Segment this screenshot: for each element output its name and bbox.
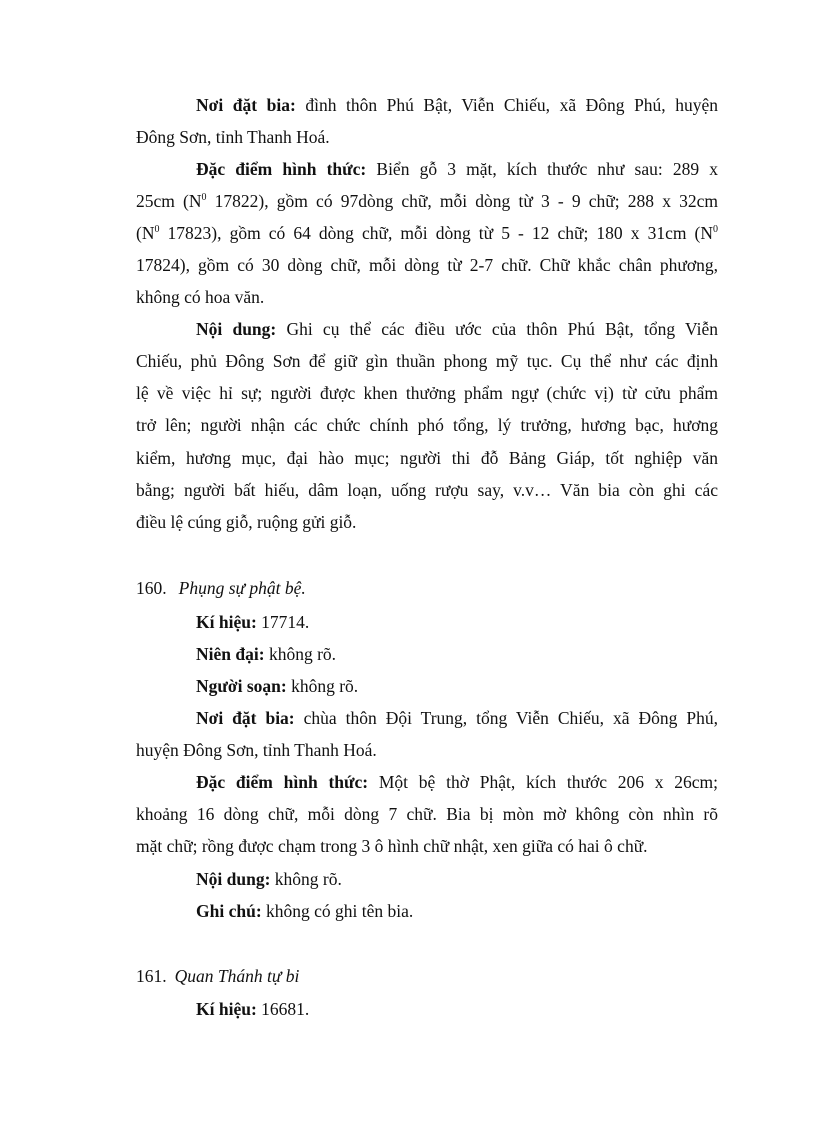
- field-label: Nội dung:: [196, 869, 271, 889]
- field-label: Người soạn:: [196, 676, 287, 696]
- entry-title: Phụng sự phật bệ.: [178, 578, 306, 598]
- field-value: Biển gỗ 3 mặt, kích thước như sau: 289 x: [366, 159, 719, 179]
- entry-161-heading: [136, 966, 718, 987]
- entry-159-content-line-4: trở lên; người nhận các chức chính phó tổng, lý trưởng, hương bạc, hương: [136, 415, 718, 435]
- superscript: 0: [201, 192, 207, 203]
- entry-160-location-line-1: [196, 708, 718, 729]
- entry-160-note: [196, 901, 718, 922]
- entry-160-content: [196, 869, 718, 890]
- entry-159-content-line-5: kiểm, hương mục, đại hào mục; người thi đỗ Bảng Giáp, tốt nghiệp văn: [136, 448, 718, 468]
- entry-160-heading: [136, 578, 718, 599]
- entry-number: 160.: [136, 578, 167, 598]
- entry-159-form-line-4: 17824), gồm có 30 dòng chữ, mỗi dòng từ 2-7 chữ. Chữ khắc chân phương,: [136, 255, 718, 275]
- entry-159-form-line-2: [136, 191, 718, 212]
- entry-title: Quan Thánh tự bi: [174, 966, 300, 986]
- text-run: 17823), gồm có 64 dòng chữ, mỗi dòng từ 5 - 12 chữ; 180 x 31cm (N: [159, 223, 713, 243]
- entry-159-content-line-1: [196, 319, 718, 340]
- field-value: Ghi cụ thể các điều ước của thôn Phú Bật, tổng Viễn: [276, 319, 718, 339]
- field-label: Đặc điểm hình thức:: [196, 772, 369, 792]
- entry-160-form-line-2: khoảng 16 dòng chữ, mỗi dòng 7 chữ. Bia bị mòn mờ không còn nhìn rõ: [136, 804, 718, 824]
- field-value: 17714.: [256, 612, 310, 632]
- field-value: 16681.: [256, 999, 310, 1019]
- field-label: Đặc điểm hình thức:: [196, 159, 367, 179]
- superscript: 0: [713, 224, 718, 235]
- entry-160-date: [196, 644, 718, 665]
- entry-159-location-line-1: [196, 95, 718, 116]
- field-value: không rõ.: [270, 869, 342, 889]
- entry-159-form-line-5: không có hoa văn.: [136, 287, 265, 307]
- entry-160-form-line-1: [196, 772, 718, 793]
- field-label: Nơi đặt bia:: [196, 95, 296, 115]
- field-label: Kí hiệu:: [196, 999, 257, 1019]
- entry-160-author: [196, 676, 718, 697]
- entry-159-content-line-7: điều lệ cúng giỗ, ruộng gửi giỗ.: [136, 512, 357, 532]
- text-run: 17822), gồm có 97dòng chữ, mỗi dòng từ 3 - 9 chữ; 288 x 32cm: [206, 191, 718, 211]
- entry-159-location-line-2: Đông Sơn, tỉnh Thanh Hoá.: [136, 127, 330, 147]
- entry-159-content-line-6: bằng; người bất hiếu, dâm loạn, uống rượu say, v.v… Văn bia còn ghi các: [136, 480, 718, 500]
- superscript: 0: [154, 224, 160, 235]
- entry-160-symbol: [196, 612, 718, 633]
- entry-159-content-line-2: Chiếu, phủ Đông Sơn để giữ gìn thuần phong mỹ tục. Cụ thể như các định: [136, 351, 718, 371]
- text-run: 25cm (N: [136, 191, 202, 211]
- field-value: không rõ.: [286, 676, 359, 696]
- field-label: Ghi chú:: [196, 901, 262, 921]
- field-label: Nội dung:: [196, 319, 277, 339]
- field-value: Một bệ thờ Phật, kích thước 206 x 26cm;: [368, 772, 718, 792]
- field-label: Niên đại:: [196, 644, 265, 664]
- entry-159-content-line-3: lệ về việc hỉ sự; người được khen thưởng phẩm ngự (chức vị) từ cửu phẩm: [136, 383, 718, 403]
- entry-160-form-line-3: mặt chữ; rồng được chạm trong 3 ô hình chữ nhật, xen giữa có hai ô chữ.: [136, 836, 648, 856]
- field-value: không có ghi tên bia.: [261, 901, 414, 921]
- entry-161-symbol: [196, 999, 718, 1020]
- entry-number: 161.: [136, 966, 167, 986]
- field-label: Kí hiệu:: [196, 612, 257, 632]
- field-value: chùa thôn Đội Trung, tổng Viễn Chiếu, xã Đông Phú,: [294, 708, 718, 728]
- entry-160-location-line-2: huyện Đông Sơn, tỉnh Thanh Hoá.: [136, 740, 377, 760]
- field-value: không rõ.: [264, 644, 337, 664]
- field-label: Nơi đặt bia:: [196, 708, 295, 728]
- entry-159-form-line-3: [136, 223, 718, 244]
- entry-159-form-line-1: [196, 159, 718, 180]
- field-value: đình thôn Phú Bật, Viễn Chiếu, xã Đông Phú, huyện: [295, 95, 718, 115]
- text-run: (N: [136, 223, 155, 243]
